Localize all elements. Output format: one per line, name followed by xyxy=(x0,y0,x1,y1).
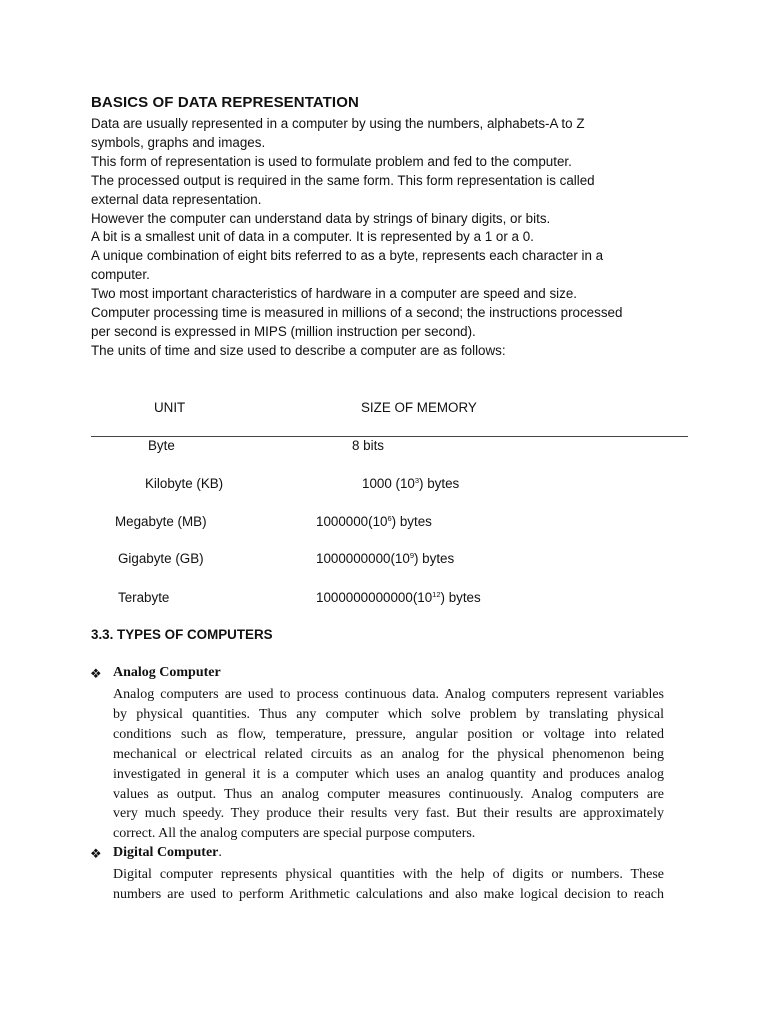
item-title-analog: Analog Computer xyxy=(113,665,221,680)
item-title-digital: Digital Computer. xyxy=(113,845,222,860)
intro-text xyxy=(91,115,691,361)
table-cell-unit: Gigabyte (GB) xyxy=(118,551,204,566)
intro-line: Computer processing time is measured in millions of a second; the instructions processed xyxy=(91,305,623,321)
paragraph-line: mechanical or electrical related circuits as an analog for the physical phenomenon being xyxy=(113,746,664,762)
table-cell-unit: Kilobyte (KB) xyxy=(145,476,224,491)
paragraph-line: investigated in general it is a computer which uses an analog quantity and produces analog xyxy=(113,766,664,782)
paragraph-line: conditions such as flow, temperature, pressure, angular position or voltage into related xyxy=(113,726,664,742)
intro-line: symbols, graphs and images. xyxy=(91,134,266,150)
table-cell-size: $1000000000000(10^{12})$ bytes xyxy=(316,590,481,605)
table-cell-unit: Megabyte (MB) xyxy=(115,514,207,529)
table-header-divider xyxy=(91,436,688,437)
paragraph-line: numbers are used to perform Arithmetic calculations and also make logical decision to reach xyxy=(113,886,664,902)
table-cell-size: 1000 $(10^3)$ bytes xyxy=(362,476,460,491)
intro-line: computer. xyxy=(91,267,150,283)
table-cell-unit: Byte xyxy=(148,438,175,453)
paragraph-line: Analog computers are used to process continuous data. Analog computers represent variables xyxy=(113,687,664,702)
intro-line: A unique combination of eight bits referred to as a byte, represents each character in a xyxy=(91,248,604,264)
intro-line: external data representation. xyxy=(91,191,262,207)
paragraph-line: very much speedy. They produce their results very fast. But their results are approximately xyxy=(113,806,664,822)
digital-paragraph xyxy=(113,865,664,905)
paragraph-line: correct. All the analog computers are special purpose computers. xyxy=(113,826,476,842)
intro-line: This form of representation is used to formulate problem and fed to the computer. xyxy=(91,153,572,169)
table-cell-size: 8 bits xyxy=(352,438,385,453)
intro-line: The processed output is required in the same form. This form representation is called xyxy=(91,172,595,188)
section-heading: 3.3. TYPES OF COMPUTERS xyxy=(91,627,273,642)
diamond-bullet-icon: ❖ xyxy=(90,846,102,861)
intro-line: However the computer can understand data by strings of binary digits, or bits. xyxy=(91,210,551,226)
intro-line: A bit is a smallest unit of data in a computer. It is represented by a 1 or a 0. xyxy=(91,229,534,245)
table-cell-size: $1000000(10^6)$ bytes xyxy=(316,514,432,529)
diamond-bullet-icon: ❖ xyxy=(90,666,102,681)
intro-line: per second is expressed in MIPS (million instruction per second). xyxy=(91,323,476,339)
paragraph-line: values as output. Thus an analog computer measures continuously. Analog computers are xyxy=(113,786,664,802)
intro-line: Data are usually represented in a computer by using the numbers, alphabets-A to Z xyxy=(91,116,585,131)
table-header-unit: UNIT xyxy=(154,400,186,415)
analog-paragraph xyxy=(113,685,664,844)
table-cell-size: $1000000000(10^9)$ bytes xyxy=(316,551,455,566)
paragraph-line: Digital computer represents physical quantities with the help of digits or numbers. These xyxy=(113,867,664,882)
page-heading: BASICS OF DATA REPRESENTATION xyxy=(91,94,359,111)
table-header-size: SIZE OF MEMORY xyxy=(361,400,477,415)
intro-line: The units of time and size used to describe a computer are as follows: xyxy=(91,342,506,358)
intro-line: Two most important characteristics of hardware in a computer are speed and size. xyxy=(91,286,578,302)
table-cell-unit: Terabyte xyxy=(118,590,170,605)
paragraph-line: by physical quantities. Thus any computer which solve problem by translating physical xyxy=(113,706,664,722)
